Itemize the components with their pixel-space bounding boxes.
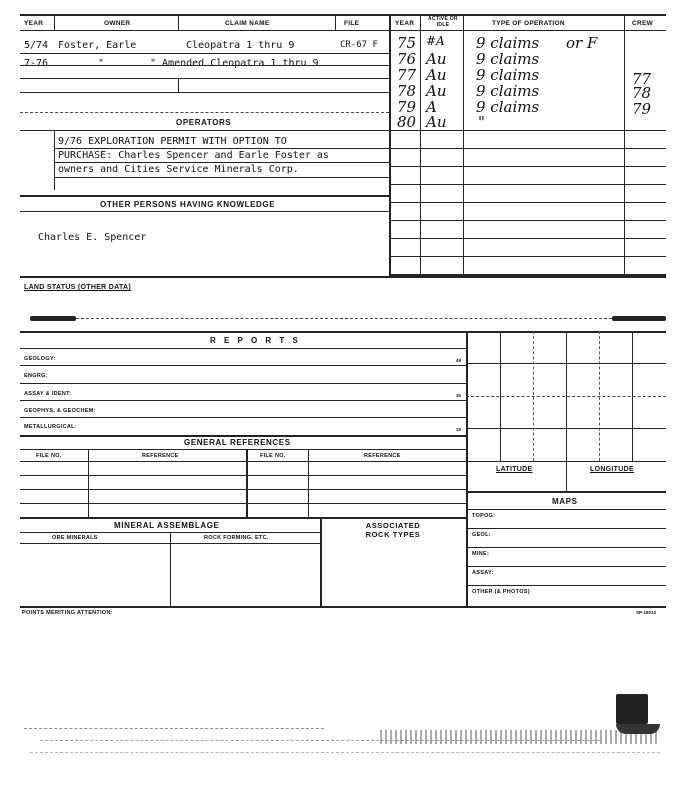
general-references-line [20, 449, 466, 450]
report-geology-num: 49 [456, 358, 462, 363]
ops-line [389, 130, 666, 131]
owner-row-line [20, 53, 389, 54]
longitude-label: LONGITUDE [590, 466, 634, 473]
reports-bottom [20, 435, 466, 437]
mineral-col-divider [320, 517, 322, 606]
operators-title: OPERATORS [176, 118, 232, 127]
ref-row-line [20, 461, 466, 462]
reports-title-line [20, 348, 466, 349]
form-bottom [20, 606, 666, 608]
owner-row-2-date: 7-76 [24, 58, 49, 69]
owner-row-1-owner: Foster, Earle [58, 40, 137, 51]
report-geophys-label: GEOPHYS. & GEOCHEM: [24, 408, 96, 414]
ops-line [389, 220, 666, 221]
crew-col-divider [624, 14, 625, 276]
operators-title-line [20, 130, 389, 131]
col-divider [335, 14, 336, 30]
claim-name-header: CLAIM NAME [225, 20, 270, 27]
ref-row-line [20, 475, 466, 476]
op-5-crew: 79 [632, 100, 652, 118]
crew-header: CREW [632, 20, 654, 27]
ops-line [389, 166, 666, 167]
maps-row-line [466, 528, 666, 529]
owner-row-line [20, 92, 389, 93]
form-number: SP-16013 [636, 610, 657, 615]
ref-row-line [20, 489, 466, 490]
ref-col-divider [88, 449, 89, 517]
maps-other-label: OTHER (& PHOTOS) [472, 589, 530, 595]
right-panel-divider [389, 14, 391, 276]
scan-noise [24, 728, 324, 729]
operators-bottom [20, 195, 389, 197]
ref-col-reference-1: REFERENCE [142, 453, 179, 459]
op-5-year: 79 [397, 98, 417, 116]
points-meriting-attention-label: POINTS MERITING ATTENTION: [22, 610, 113, 616]
year-header: YEAR [24, 20, 44, 27]
operators-rule [54, 148, 389, 149]
report-row-line [20, 383, 466, 384]
maps-title: MAPS [552, 497, 578, 506]
op-2-type: 9 claims [476, 50, 540, 68]
active-idle-header: ACTIVE OR IDLE [428, 16, 458, 28]
grid-row [466, 363, 666, 364]
report-row-line [20, 417, 466, 418]
operators-rule [54, 162, 389, 163]
operators-rule [54, 177, 389, 178]
scan-noise [30, 752, 660, 753]
maps-row-line [466, 547, 666, 548]
op-6-year: 80 [397, 113, 417, 131]
mineral-assemblage-title: MINERAL ASSEMBLAGE [114, 521, 220, 530]
op-4-type: 9 claims [476, 82, 540, 100]
rock-forming-label: ROCK FORMING, ETC. [204, 535, 269, 541]
ops-line [389, 238, 666, 239]
report-metallurgical-num: 15 [456, 427, 462, 432]
other-persons-title: OTHER PERSONS HAVING KNOWLEDGE [100, 200, 276, 209]
scan-blot [612, 316, 666, 321]
op-4-crew: 78 [632, 84, 652, 102]
scan-blot [616, 694, 648, 724]
maps-geol-label: GEOL: [472, 532, 491, 538]
maps-topog-label: TOPOG: [472, 513, 496, 519]
maps-row-line [466, 585, 666, 586]
report-assay-label: ASSAY & IDENT: [24, 391, 72, 397]
owner-row-2-owner: " [98, 58, 105, 69]
report-metallurgical-label: METALLURGICAL: [24, 424, 77, 430]
associated-rock-types-label: ASSOCIATED ROCK TYPES [365, 521, 421, 539]
maps-row-line [466, 566, 666, 567]
operators-line-2: PURCHASE: Charles Spencer and Earle Foster as [58, 150, 329, 161]
land-status-dash [76, 318, 612, 319]
land-status-label: LAND STATUS (OTHER DATA) [24, 284, 132, 291]
other-persons-line [20, 211, 389, 212]
op-3-crew: 77 [632, 70, 652, 88]
report-row-line [20, 400, 466, 401]
op-5-status: A [426, 98, 437, 116]
ref-col-file-no-1: FILE NO. [36, 453, 62, 459]
ref-col-divider [246, 449, 248, 517]
ops-line [389, 202, 666, 203]
latitude-label: LATITUDE [496, 466, 533, 473]
reports-top-border [20, 331, 666, 333]
scan-blot [30, 316, 76, 321]
file-header: FILE [344, 20, 360, 27]
grid-row [466, 461, 666, 462]
grid-col [566, 331, 567, 491]
col-divider [54, 14, 55, 30]
grid-row [466, 396, 666, 397]
owner-row-line [20, 65, 389, 66]
report-assay-num: 30 [456, 393, 462, 398]
col-divider [178, 14, 179, 30]
maps-title-line [466, 509, 666, 510]
top-border [20, 14, 666, 16]
operators-margin [54, 130, 55, 190]
op-1-year: 75 [397, 34, 417, 52]
ops-line [389, 148, 666, 149]
ref-col-reference-2: REFERENCE [364, 453, 401, 459]
ref-col-divider [308, 449, 309, 517]
other-persons-name: Charles E. Spencer [38, 232, 147, 243]
header-bottom-line [20, 30, 666, 31]
operators-line-3: owners and Cities Service Minerals Corp. [58, 164, 299, 175]
grid-row [466, 428, 666, 429]
ore-minerals-label: ORE MINERALS [52, 535, 98, 541]
op-2-year: 76 [397, 50, 417, 68]
ref-col-file-no-2: FILE NO. [260, 453, 286, 459]
op-1-type: 9 claims [476, 34, 540, 52]
owner-row-line [20, 112, 389, 113]
owner-header: OWNER [104, 20, 131, 27]
year2-header: YEAR [395, 20, 415, 27]
op-6-type: " [478, 113, 485, 131]
latlong-bottom [466, 491, 666, 493]
op-3-year: 77 [397, 66, 417, 84]
ref-bottom [20, 517, 466, 519]
op-2-status: Au [426, 50, 447, 68]
scan-noise [380, 730, 660, 744]
type-of-operation-header: TYPE OF OPERATION [492, 20, 565, 27]
right-column-divider [466, 331, 468, 606]
year-col-divider [420, 14, 421, 276]
op-4-year: 78 [397, 82, 417, 100]
operators-line-1: 9/76 EXPLORATION PERMIT WITH OPTION TO [58, 136, 287, 147]
report-geology-label: GEOLOGY: [24, 356, 56, 362]
owner-row-2-claim: " Amended Cleopatra 1 thru 9 [150, 58, 319, 69]
mineral-col-divider [170, 532, 171, 606]
owner-row-1-date: 5/74 [24, 40, 49, 51]
general-references-title: GENERAL REFERENCES [184, 438, 291, 447]
op-1-crew: or F [566, 34, 598, 52]
active-col-divider [463, 14, 464, 276]
report-engrg-label: ENGRG: [24, 373, 48, 379]
op-4-status: Au [426, 82, 447, 100]
op-6-status: Au [426, 113, 447, 131]
scan-blot [616, 724, 660, 734]
op-3-status: Au [426, 66, 447, 84]
owner-row-1-claim: Cleopatra 1 thru 9 [186, 40, 295, 51]
ref-row-line [20, 503, 466, 504]
owner-row-1-file: CR-67 F [340, 40, 378, 50]
reports-title: R E P O R T S [210, 336, 301, 345]
ops-line [389, 256, 666, 257]
upper-section-bottom [20, 276, 666, 278]
report-row-line [20, 365, 466, 366]
maps-assay-label: ASSAY: [472, 570, 494, 576]
maps-mine-label: MINE: [472, 551, 490, 557]
owner-row-line [20, 78, 389, 79]
op-5-type: 9 claims [476, 98, 540, 116]
col-divider [178, 78, 179, 92]
op-1-status: #A [426, 34, 445, 48]
ops-line [389, 184, 666, 185]
op-3-type: 9 claims [476, 66, 540, 84]
